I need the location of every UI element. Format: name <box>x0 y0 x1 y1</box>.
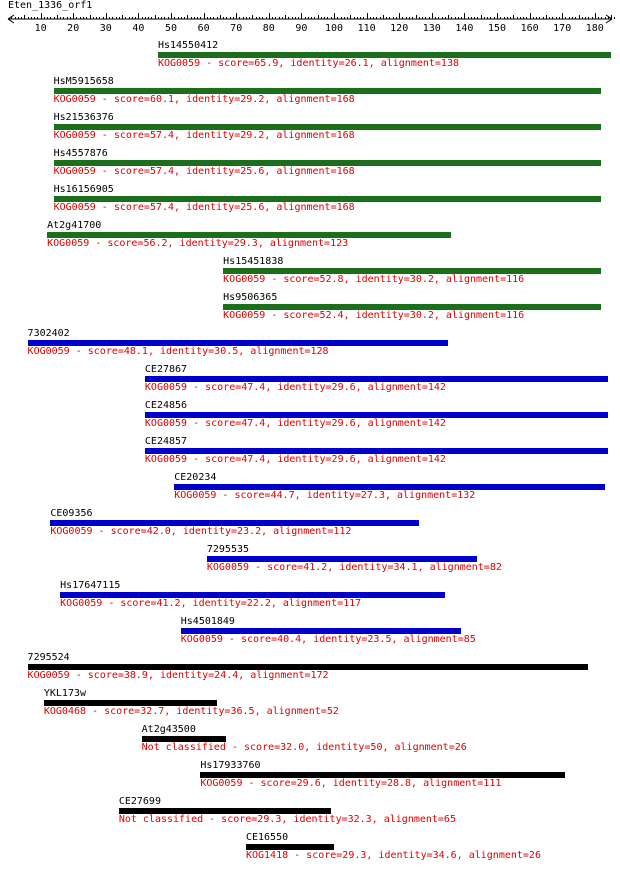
ruler-tick-label: 160 <box>520 23 539 32</box>
hit-description: KOG0059 - score=48.1, identity=30.5, alignment=128 <box>27 346 329 357</box>
hit-description: KOG0059 - score=57.4, identity=25.6, alignment=168 <box>53 166 355 177</box>
hit-name-link[interactable]: CE24856 <box>144 400 188 411</box>
ruler-tick-label: 20 <box>67 23 80 32</box>
hit-description: KOG0059 - score=47.4, identity=29.6, alignment=142 <box>144 418 446 429</box>
ruler-tick-label: 130 <box>422 23 441 32</box>
hit-description: KOG0059 - score=65.9, identity=26.1, alignment=138 <box>157 58 459 69</box>
ruler-ticks <box>12 13 615 19</box>
hit-description: Not classified - score=29.3, identity=32.3, alignment=65 <box>118 814 456 825</box>
ruler-tick-label: 110 <box>357 23 376 32</box>
hit-description: KOG0059 - score=60.1, identity=29.2, alignment=168 <box>53 94 355 105</box>
hit-description: KOG0059 - score=38.9, identity=24.4, alignment=172 <box>27 670 329 681</box>
hit-description: Not classified - score=32.0, identity=50, alignment=26 <box>141 742 467 753</box>
hit-name-link[interactable]: HsM5915658 <box>53 76 114 87</box>
hit-description: KOG0059 - score=41.2, identity=22.2, alignment=117 <box>60 598 362 609</box>
hit-name-link[interactable]: 7302402 <box>27 328 70 339</box>
hit-description: KOG0059 - score=44.7, identity=27.3, alignment=132 <box>174 490 476 501</box>
hit-name-link[interactable]: CE24857 <box>144 436 188 447</box>
ruler-tick-label: 120 <box>390 23 409 32</box>
hit-name-link[interactable]: 7295535 <box>206 544 250 555</box>
hit-name-link[interactable]: At2g41700 <box>47 220 102 231</box>
ruler-tick-label: 30 <box>99 23 112 32</box>
hit-description: KOG0059 - score=56.2, identity=29.3, alignment=123 <box>47 238 349 249</box>
ruler-tick-label: 150 <box>487 23 507 32</box>
hit-description: KOG0059 - score=29.6, identity=28.8, alignment=111 <box>200 778 502 789</box>
ruler-tick-label: 170 <box>553 23 572 32</box>
hit-description: KOG0059 - score=40.4, identity=23.5, alignment=85 <box>180 634 476 645</box>
hit-description: KOG0059 - score=57.4, identity=29.2, alignment=168 <box>53 130 355 141</box>
ruler-tick-label: 10 <box>34 23 47 32</box>
ruler-tick-label: 70 <box>230 23 243 32</box>
hit-description: KOG0059 - score=57.4, identity=25.6, alignment=168 <box>53 202 355 213</box>
hit-name-link[interactable]: 7295524 <box>27 652 70 663</box>
hit-name-link[interactable]: CE27699 <box>118 796 161 807</box>
ruler-tick-label: 50 <box>164 23 178 32</box>
ruler-tick-label: 60 <box>197 23 210 32</box>
hit-description: KOG0059 - score=47.4, identity=29.6, alignment=142 <box>144 454 446 465</box>
hit-name-link[interactable]: Hs16156905 <box>53 184 114 195</box>
sequence-ruler <box>0 0 620 32</box>
hit-description: KOG0059 - score=42.0, identity=23.2, alignment=112 <box>50 526 352 537</box>
hit-description: KOG0059 - score=47.4, identity=29.6, alignment=142 <box>144 382 446 393</box>
hit-name-link[interactable]: CE09356 <box>50 508 93 519</box>
hit-name-link[interactable]: Hs17647115 <box>60 580 121 591</box>
hit-name-link[interactable]: Hs9506365 <box>223 292 278 303</box>
ruler-tick-label: 180 <box>585 23 604 32</box>
hit-name-link[interactable]: At2g43500 <box>141 724 196 735</box>
ruler-tick-label: 40 <box>132 23 145 32</box>
ruler-tick-label: 100 <box>324 23 344 32</box>
hit-name-link[interactable]: Hs4557876 <box>53 148 108 159</box>
ruler-tick-label: 90 <box>295 23 308 32</box>
hit-description: KOG0468 - score=32.7, identity=36.5, alignment=52 <box>43 706 339 717</box>
hit-description: KOG1418 - score=29.3, identity=34.6, alignment=26 <box>245 850 541 861</box>
hit-description: KOG0059 - score=41.2, identity=34.1, alignment=82 <box>206 562 502 573</box>
hit-name-link[interactable]: Hs4501849 <box>180 616 235 627</box>
hit-name-link[interactable]: CE16550 <box>245 832 289 843</box>
ruler-tick-labels <box>35 23 604 32</box>
hit-name-link[interactable]: Hs17933760 <box>200 760 261 771</box>
hit-name-link[interactable]: CE20234 <box>174 472 217 483</box>
hit-description: KOG0059 - score=52.8, identity=30.2, alignment=116 <box>223 274 525 285</box>
hit-name-link[interactable]: CE27867 <box>144 364 188 375</box>
query-title: Eten_1336_orf1 <box>8 0 93 11</box>
hit-description: KOG0059 - score=52.4, identity=30.2, alignment=116 <box>223 310 525 321</box>
ruler-tick-label: 140 <box>455 23 474 32</box>
hit-name-link[interactable]: YKL173w <box>43 688 87 699</box>
hit-name-link[interactable]: Hs21536376 <box>53 112 114 123</box>
hit-name-link[interactable]: Hs14550412 <box>157 40 219 51</box>
ruler-tick-label: 80 <box>262 23 275 32</box>
hit-name-link[interactable]: Hs15451838 <box>223 256 284 267</box>
